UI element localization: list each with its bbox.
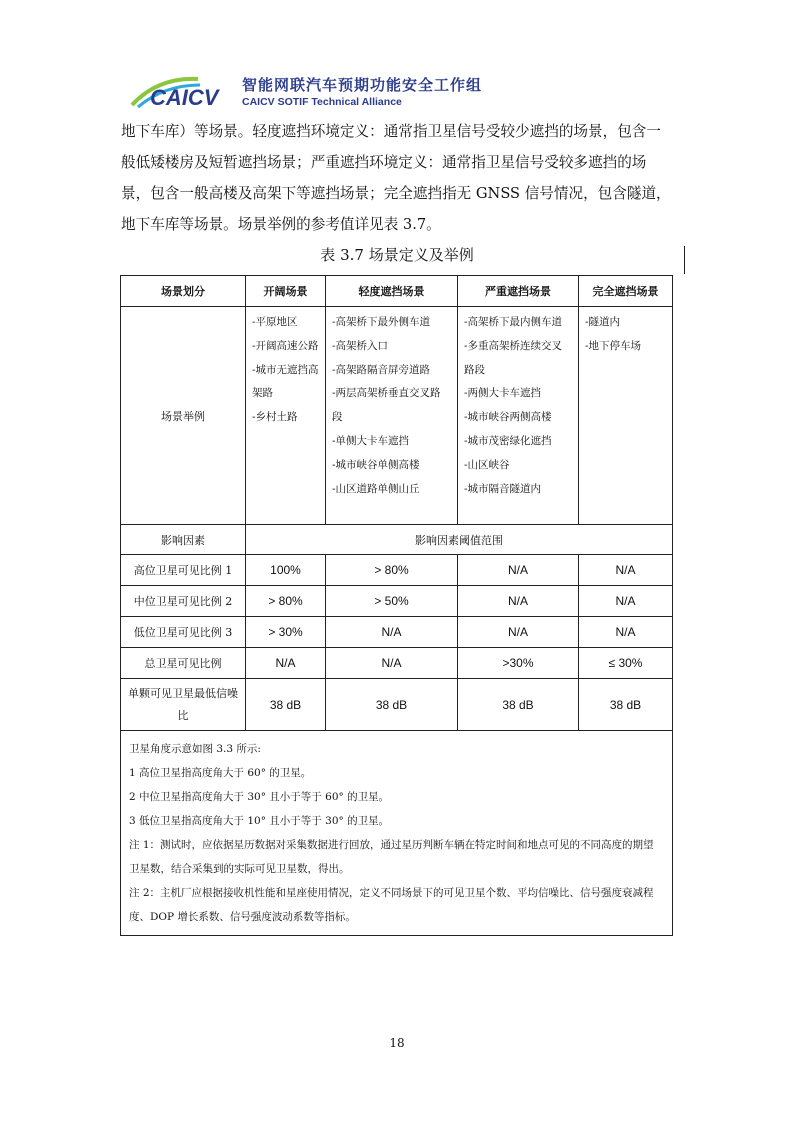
table-cell: 100% bbox=[246, 555, 326, 586]
table-cell: > 80% bbox=[326, 555, 458, 586]
table-cell: N/A bbox=[458, 586, 579, 617]
row-label: 总卫星可见比例 bbox=[121, 648, 246, 679]
table-cell: N/A bbox=[326, 617, 458, 648]
list-item: -平原地区 bbox=[252, 316, 298, 328]
table-cell: 38 dB bbox=[246, 679, 326, 731]
table-cell: ≤ 30% bbox=[579, 648, 673, 679]
logo-wordmark: CAICV bbox=[150, 85, 219, 110]
header-cell: 开阔场景 bbox=[246, 276, 326, 307]
list-item: -乡村土路 bbox=[252, 411, 298, 424]
note-line: 注 2：主机厂应根据接收机性能和星座使用情况，定义不同场景下的可见卫星个数、平均信噪比、信号强度衰减程度、DOP 增长系数、信号强度波动系数等指标。 bbox=[129, 887, 654, 923]
table-cell: N/A bbox=[326, 648, 458, 679]
page-number: 18 bbox=[389, 1036, 405, 1050]
note-line: 注 1：测试时，应依据星历数据对采集数据进行回放，通过星历判断车辆在特定时间和地点可见的不同高度的期望卫星数，结合采集到的实际可见卫星数，得出。 bbox=[129, 839, 654, 875]
body-paragraph: 地下车库）等场景。轻度遮挡环境定义：通常指卫星信号受较少遮挡的场景，包含一般低矮楼房及短暂遮挡场景；严重遮挡环境定义：通常指卫星信号受较多遮挡的场景，包含一般高楼及高架下等遮挡场景；完全遮挡指无 GNSS 信号情况，包含隧道，地下车库等场景。场景举例的参考值详见表 3.7。 bbox=[121, 123, 671, 233]
example-list-severe bbox=[458, 307, 579, 525]
header-cell: 场景划分 bbox=[121, 276, 246, 307]
list-item: -城市峡谷两侧高楼 bbox=[464, 411, 552, 424]
list-item: -多重高架桥连续交叉路段 bbox=[464, 339, 563, 376]
table-cell: N/A bbox=[579, 586, 673, 617]
table-cell: N/A bbox=[458, 617, 579, 648]
factor-header-row bbox=[121, 525, 673, 555]
caicv-logo-icon bbox=[128, 71, 236, 111]
table-cell: 38 dB bbox=[326, 679, 458, 731]
table-row bbox=[121, 617, 673, 648]
list-item: -高架桥下最内侧车道 bbox=[464, 316, 563, 328]
table-cell: > 80% bbox=[246, 586, 326, 617]
scene-table bbox=[120, 275, 673, 936]
list-item: -开阔高速公路 bbox=[252, 339, 319, 352]
note-line: 2 中位卫星指高度角大于 30° 且小于等于 60° 的卫星。 bbox=[129, 791, 390, 803]
example-list-full bbox=[579, 307, 673, 525]
header-cell: 严重遮挡场景 bbox=[458, 276, 579, 307]
example-list-open bbox=[246, 307, 326, 525]
table-row bbox=[121, 648, 673, 679]
header-cell: 轻度遮挡场景 bbox=[326, 276, 458, 307]
table-cell: > 30% bbox=[246, 617, 326, 648]
list-item: -城市无遮挡高架路 bbox=[252, 363, 319, 400]
list-item: -隧道内 bbox=[585, 316, 621, 328]
list-item: -山区峡谷 bbox=[464, 458, 510, 471]
org-name-en: CAICV SOTIF Technical Alliance bbox=[242, 96, 402, 108]
table-cell: 38 dB bbox=[579, 679, 673, 731]
table-cell: N/A bbox=[579, 555, 673, 586]
table-row bbox=[121, 555, 673, 586]
row-label: 高位卫星可见比例 1 bbox=[121, 555, 246, 586]
table-cell: N/A bbox=[458, 555, 579, 586]
table-cell: > 50% bbox=[326, 586, 458, 617]
row-label: 场景举例 bbox=[121, 307, 246, 525]
row-label: 中位卫星可见比例 2 bbox=[121, 586, 246, 617]
notes-cell bbox=[121, 731, 673, 936]
table-cell: 38 dB bbox=[458, 679, 579, 731]
table-caption: 表 3.7 场景定义及举例 bbox=[320, 246, 474, 264]
table-row bbox=[121, 679, 673, 731]
list-item: -两侧大卡车遮挡 bbox=[464, 387, 542, 400]
text-cursor bbox=[684, 246, 685, 274]
note-line: 3 低位卫星指高度角大于 10° 且小于等于 30° 的卫星。 bbox=[129, 815, 390, 827]
note-line: 卫星角度示意如图 3.3 所示: bbox=[129, 743, 261, 755]
note-line: 1 高位卫星指高度角大于 60° 的卫星。 bbox=[129, 767, 312, 779]
table-cell: N/A bbox=[579, 617, 673, 648]
list-item: -高架路隔音屏旁道路 bbox=[332, 363, 431, 376]
list-item: -城市峡谷单侧高楼 bbox=[332, 458, 420, 471]
list-item: -两层高架桥垂直交叉路段 bbox=[332, 387, 441, 424]
header-cell: 完全遮挡场景 bbox=[579, 276, 673, 307]
list-item: -单侧大卡车遮挡 bbox=[332, 434, 410, 447]
table-cell: N/A bbox=[246, 648, 326, 679]
range-label: 影响因素阈值范围 bbox=[246, 525, 673, 555]
list-item: -城市隔音隧道内 bbox=[464, 482, 542, 495]
table-cell: >30% bbox=[458, 648, 579, 679]
list-item: -山区道路单侧山丘 bbox=[332, 482, 420, 495]
org-name-cn: 智能网联汽车预期功能安全工作组 bbox=[242, 76, 483, 94]
list-item: -高架桥入口 bbox=[332, 339, 389, 352]
document-header bbox=[128, 70, 482, 112]
example-list-light bbox=[326, 307, 458, 525]
table-row bbox=[121, 586, 673, 617]
table-header-row bbox=[121, 276, 673, 307]
row-label: 单颗可见卫星最低信噪比 bbox=[121, 679, 246, 731]
list-item: -地下停车场 bbox=[585, 339, 642, 352]
list-item: -高架桥下最外侧车道 bbox=[332, 316, 431, 328]
row-label: 影响因素 bbox=[121, 525, 246, 555]
list-item: -城市茂密绿化遮挡 bbox=[464, 434, 552, 447]
row-label: 低位卫星可见比例 3 bbox=[121, 617, 246, 648]
caicv-logo bbox=[128, 71, 236, 111]
notes-row bbox=[121, 731, 673, 936]
example-row bbox=[121, 307, 673, 525]
